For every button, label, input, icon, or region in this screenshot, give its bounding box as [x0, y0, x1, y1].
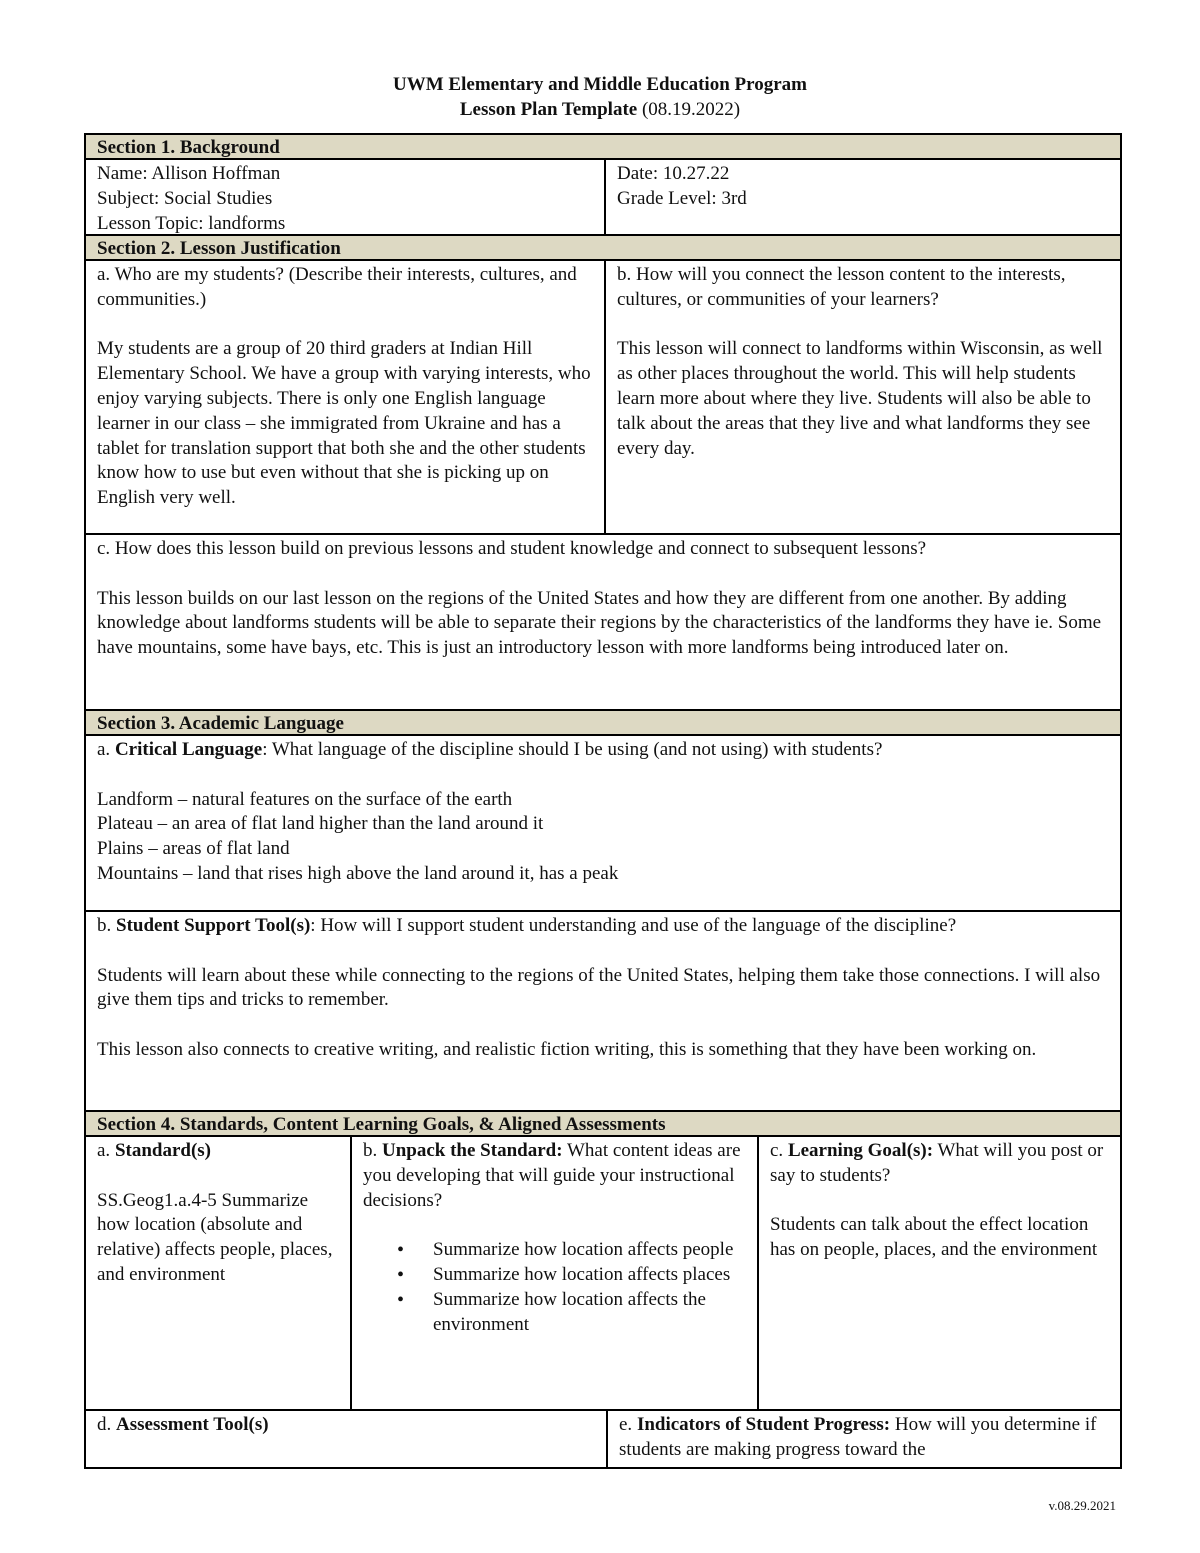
- students-question: a. Who are my students? (Describe their interests, cultures, and communities.): [97, 264, 577, 310]
- support-tool-row: [86, 912, 1120, 1112]
- standards-cell: [86, 1137, 350, 1409]
- prior-knowledge-answer: This lesson builds on our last lesson on the regions of the United States and how they are different from one another. By adding knowledge about landforms students will be able to separate their regions by the characteristics of the landforms they have ie. Some have mountains, some have bays, etc. This is just an introductory lesson with more landforms being introduced later on.: [97, 587, 1102, 659]
- list-item: • Summarize how location affects places: [433, 1263, 746, 1288]
- background-row: [86, 160, 1120, 236]
- standards-row: [86, 1137, 1120, 1411]
- connection-answer: This lesson will connect to landforms within Wisconsin, as well as other places throughout the world. This will help students learn more about where they live. Students will also be able to talk about the areas that they live and what landforms they see every day.: [617, 338, 1103, 459]
- term-plains: Plains – areas of flat land: [97, 838, 290, 860]
- background-left-cell: [86, 160, 604, 234]
- section-1-heading: Section 1. Background: [86, 135, 1120, 160]
- support-tool-question: b. Student Support Tool(s): How will I support student understanding and use of the language of the discipline?: [97, 915, 957, 936]
- document-header: [0, 72, 1200, 122]
- assessment-tool-label: d. Assessment Tool(s): [97, 1414, 269, 1435]
- connection-cell: [604, 261, 1120, 533]
- critical-language-question: a. Critical Language: What language of the discipline should I be using (and not using) with students?: [97, 739, 883, 760]
- justification-row: [86, 261, 1120, 535]
- template-title: Lesson Plan Template (08.19.2022): [459, 99, 741, 120]
- lesson-date: Date: 10.27.22: [617, 163, 730, 184]
- term-landform: Landform – natural features on the surface of the earth: [97, 788, 513, 810]
- grade-level: Grade Level: 3rd: [617, 187, 747, 209]
- progress-indicators-question: e. Indicators of Student Progress: How will you determine if students are making progress toward the: [619, 1414, 1097, 1460]
- term-mountains: Mountains – land that rises high above the land around it, has a peak: [97, 862, 619, 884]
- standards-label: a. Standard(s): [97, 1140, 212, 1161]
- progress-indicators-cell: [606, 1411, 1120, 1467]
- lesson-plan-table: [84, 133, 1122, 1469]
- learning-goal-cell: [757, 1137, 1120, 1409]
- students-cell: [86, 261, 604, 533]
- subject: Subject: Social Studies: [97, 187, 273, 209]
- prior-knowledge-cell: [86, 535, 1120, 709]
- standard-text: SS.Geog1.a.4-5 Summarize how location (absolute and relative) affects people, places, and environment: [97, 1189, 333, 1285]
- critical-language-row: [86, 736, 1120, 912]
- unpack-standard-cell: [350, 1137, 757, 1409]
- program-title: UWM Elementary and Middle Education Program: [393, 74, 807, 95]
- prior-knowledge-question: c. How does this lesson build on previous lessons and student knowledge and connect to subsequent lessons?: [97, 538, 927, 559]
- connection-question: b. How will you connect the lesson content to the interests, cultures, or communities of your learners?: [617, 264, 1066, 310]
- students-answer: My students are a group of 20 third graders at Indian Hill Elementary School. We have a group with varying interests, who enjoy varying subjects. There is only one English language learner in our class – she immigrated from Ukraine and has a tablet for translation support that both she and the other students know how to use but even without that she is picking up on English very well.: [97, 338, 591, 509]
- lesson-topic: Lesson Topic: landforms: [97, 212, 286, 234]
- learning-goal-answer: Students can talk about the effect location has on people, places, and the environment: [770, 1214, 1098, 1261]
- support-tool-answer-2: This lesson also connects to creative writing, and realistic fiction writing, this is something that they have been working on.: [97, 1038, 1037, 1060]
- background-right-cell: [604, 160, 1120, 234]
- section-2-heading: Section 2. Lesson Justification: [86, 236, 1120, 261]
- critical-language-cell: [86, 736, 1120, 910]
- section-3-heading: Section 3. Academic Language: [86, 711, 1120, 736]
- prior-knowledge-row: [86, 535, 1120, 711]
- support-tool-answer-1: Students will learn about these while connecting to the regions of the United States, helping them take those connections. I will also give them tips and tricks to remember.: [97, 964, 1101, 1011]
- teacher-name: Name: Allison Hoffman: [97, 163, 281, 184]
- assessment-row: [86, 1411, 1120, 1467]
- version-footer: v.08.29.2021: [1048, 1498, 1116, 1513]
- support-tool-cell: [86, 912, 1120, 1110]
- unpack-standard-question: b. Unpack the Standard: What content ideas are you developing that will guide your instructional decisions?: [363, 1140, 741, 1211]
- unpack-bullet-list: [363, 1238, 746, 1337]
- term-plateau: Plateau – an area of flat land higher than the land around it: [97, 813, 544, 835]
- list-item: • Summarize how location affects the environment: [433, 1288, 746, 1338]
- list-item: • Summarize how location affects people: [433, 1238, 746, 1263]
- section-4-heading: Section 4. Standards, Content Learning Goals, & Aligned Assessments: [86, 1112, 1120, 1137]
- assessment-tool-cell: [86, 1411, 606, 1461]
- learning-goal-question: c. Learning Goal(s): What will you post or say to students?: [770, 1140, 1104, 1186]
